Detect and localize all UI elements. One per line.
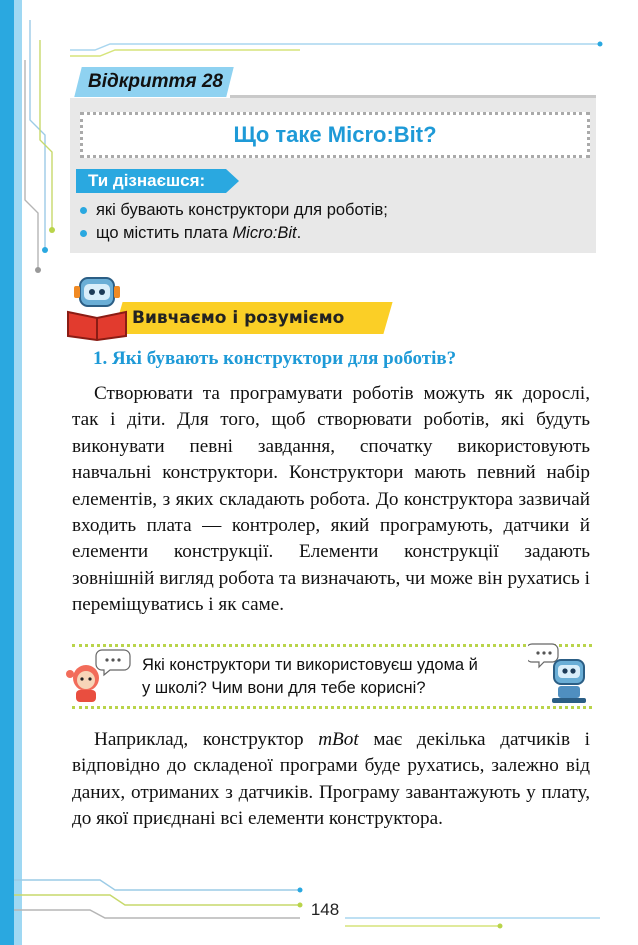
learn-list bbox=[78, 199, 588, 245]
learn-label: Ти дізнаєшся: bbox=[76, 169, 226, 193]
page-title: Що таке Micro:Bit? bbox=[80, 112, 590, 158]
study-banner bbox=[113, 302, 392, 334]
robot-character-icon bbox=[528, 642, 592, 704]
girl-character-icon bbox=[64, 648, 134, 704]
paragraph-2: Наприклад, конструктор mBot має декілька датчиків і відповідно до складеної програми буде рухатись, залежно від даних, отриманих з датчиків. Програму завантажують у плату, до якої приєднані всі елементи конструктора. bbox=[72, 729, 590, 830]
discovery-tab bbox=[74, 67, 233, 97]
learn-item: що містить плата Micro:Bit. bbox=[78, 222, 588, 245]
question-text: Які конструктори ти використовуєш удома й у школі? Чим вони для тебе корисні? bbox=[142, 656, 478, 697]
question-divider-bottom bbox=[72, 706, 592, 709]
robot-reading-icon bbox=[62, 272, 132, 342]
study-banner-label: Вивчаємо і розуміємо bbox=[132, 308, 345, 328]
learn-item: які бувають конструктори для роботів; bbox=[78, 199, 588, 222]
page-number: 148 bbox=[310, 900, 340, 919]
paragraph-1: Створювати та програмувати роботів можуть як дорослі, так і діти. Для того, щоб створювати роботів, які будуть виконувати певні завдання, спочатку використовують навчальні конструктори. Конструктори мають певний набір елементів, з яких складають робота. До конструктора зазвичай входить плата — контролер, який програмують, датчики й елементи конструкції. Елементи конструкції задають зовнішній вигляд робота та визначають, чи може він рухатись і переміщуватись і як саме. bbox=[72, 383, 590, 616]
left-decorative-band-light bbox=[14, 0, 22, 945]
section-heading: 1. Які бувають конструктори для роботів? bbox=[93, 348, 457, 369]
question-divider-top bbox=[72, 644, 592, 647]
left-decorative-band bbox=[0, 0, 14, 945]
learn-arrow-icon bbox=[226, 169, 239, 193]
discovery-tab-label: Відкриття 28 bbox=[88, 71, 223, 92]
